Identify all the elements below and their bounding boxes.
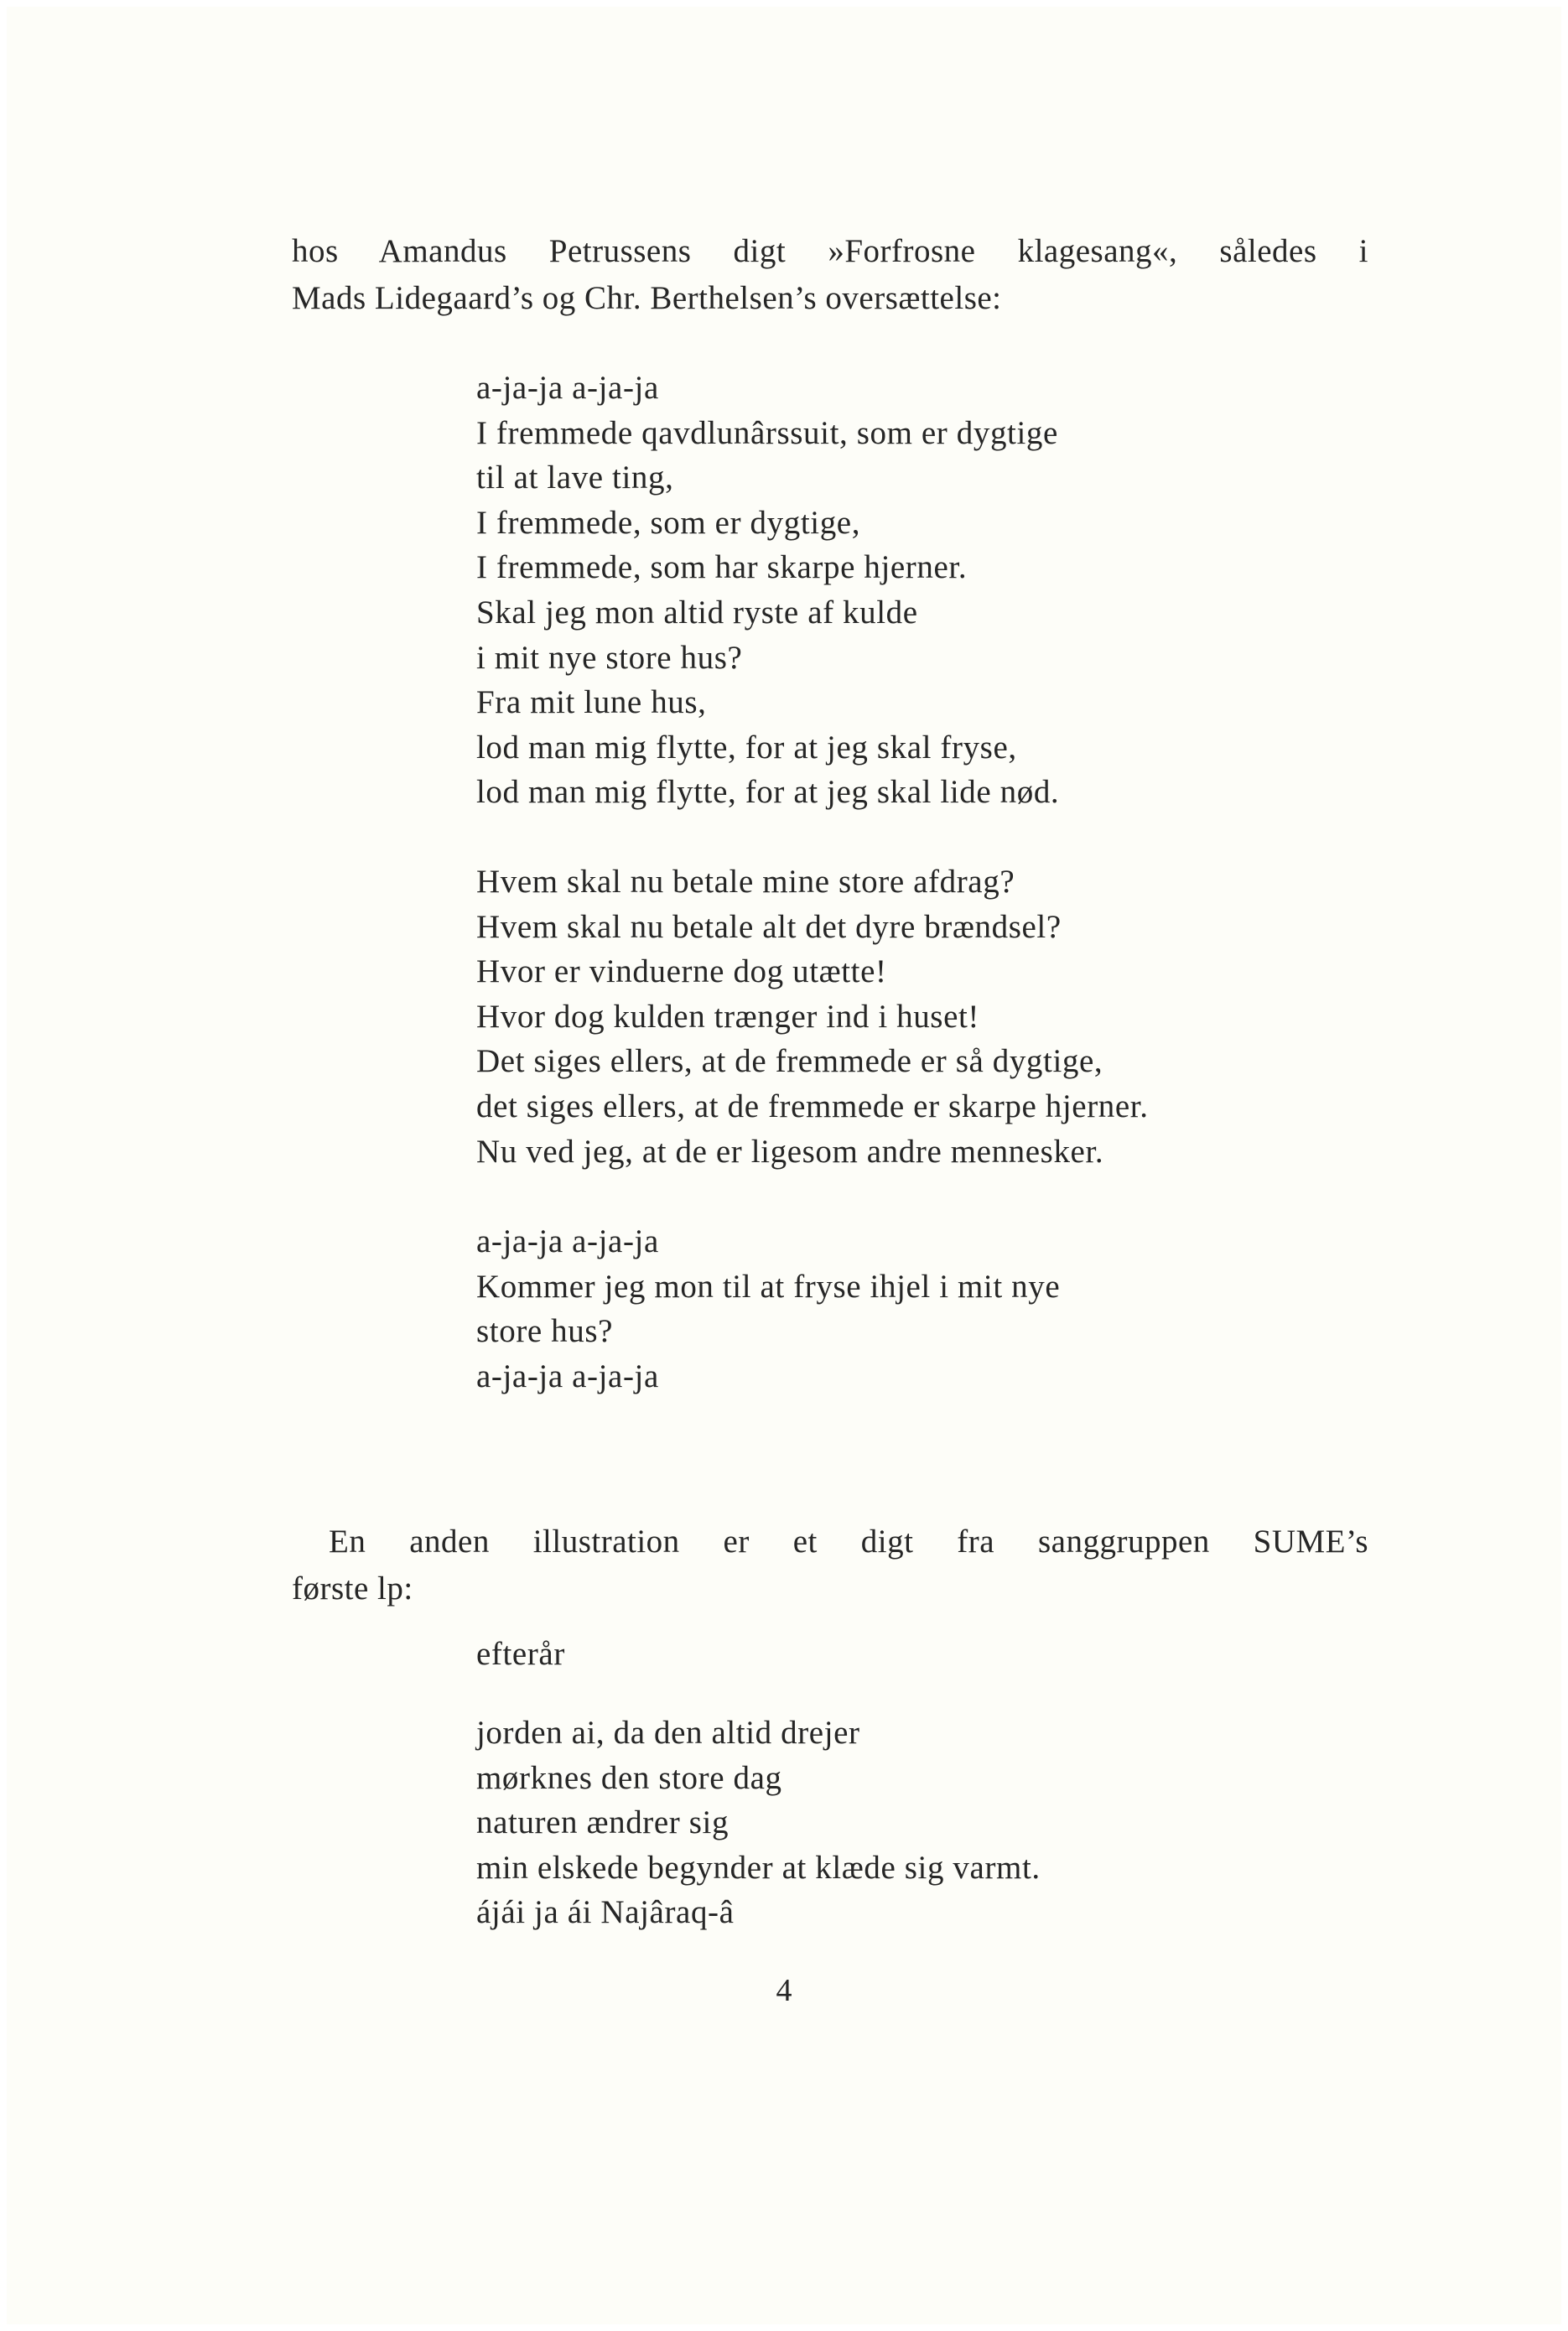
paragraph-line: første lp: — [292, 1570, 413, 1607]
poem-line: Hvor er vinduerne dog utætte! — [476, 953, 887, 990]
poem-line: naturen ændrer sig — [476, 1804, 729, 1841]
poem-stanza-3 — [476, 1219, 1060, 1399]
poem-line: Hvem skal nu betale alt det dyre brændsel? — [476, 908, 1062, 945]
poem-line: a-ja-ja a-ja-ja — [476, 1358, 659, 1394]
poem-line: det siges ellers, at de fremmede er skarpe hjerner. — [476, 1088, 1149, 1124]
poem-line: lod man mig flytte, for at jeg skal lide nød. — [476, 774, 1060, 811]
paragraph-line: hos Amandus Petrussens digt »Forfrosne klagesang«, således i — [292, 233, 1368, 269]
poem-title-text: efterår — [476, 1636, 565, 1672]
poem-line: lod man mig flytte, for at jeg skal fryse, — [476, 729, 1017, 766]
poem-line: Nu ved jeg, at de er ligesom andre mennesker. — [476, 1133, 1104, 1170]
poem-line: jorden ai, da den altid drejer — [476, 1715, 860, 1751]
poem-line: Hvor dog kulden trænger ind i huset! — [476, 998, 980, 1035]
poem-line: min elskede begynder at klæde sig varmt. — [476, 1849, 1041, 1886]
poem-line: Det siges ellers, at de fremmede er så dygtige, — [476, 1043, 1103, 1080]
poem-line: I fremmede, som er dygtige, — [476, 504, 861, 541]
poem-title — [476, 1632, 565, 1677]
poem-line: Kommer jeg mon til at fryse ihjel i mit nye — [476, 1268, 1061, 1305]
page-number: 4 — [776, 1973, 792, 2008]
poem-stanza-2 — [476, 859, 1149, 1174]
poem2-stanza — [476, 1711, 1041, 1935]
poem-line: I fremmede, som har skarpe hjerner. — [476, 549, 968, 586]
poem-line: Fra mit lune hus, — [476, 684, 707, 721]
poem-line: i mit nye store hus? — [476, 639, 743, 676]
paragraph-line: En anden illustration er et digt fra sanggruppen SUME’s — [329, 1524, 1368, 1560]
poem-stanza-1 — [476, 366, 1059, 815]
poem-line: mørknes den store dag — [476, 1759, 782, 1796]
paragraph-line: Mads Lidegaard’s og Chr. Berthelsen’s oversættelse: — [292, 280, 1002, 316]
poem-line: I fremmede qavdlunârssuit, som er dygtige — [476, 414, 1058, 451]
poem-line: a-ja-ja a-ja-ja — [476, 1223, 659, 1259]
poem-line: store hus? — [476, 1313, 614, 1350]
poem-line: Skal jeg mon altid ryste af kulde — [476, 594, 918, 631]
second-paragraph — [292, 1519, 1368, 1612]
poem-line: til at lave ting, — [476, 459, 674, 496]
poem-line: a-ja-ja a-ja-ja — [476, 370, 659, 406]
poem-line: Hvem skal nu betale mine store afdrag? — [476, 864, 1015, 900]
intro-paragraph — [292, 228, 1368, 322]
poem-line: ájái ja ái Najâraq-â — [476, 1894, 735, 1931]
